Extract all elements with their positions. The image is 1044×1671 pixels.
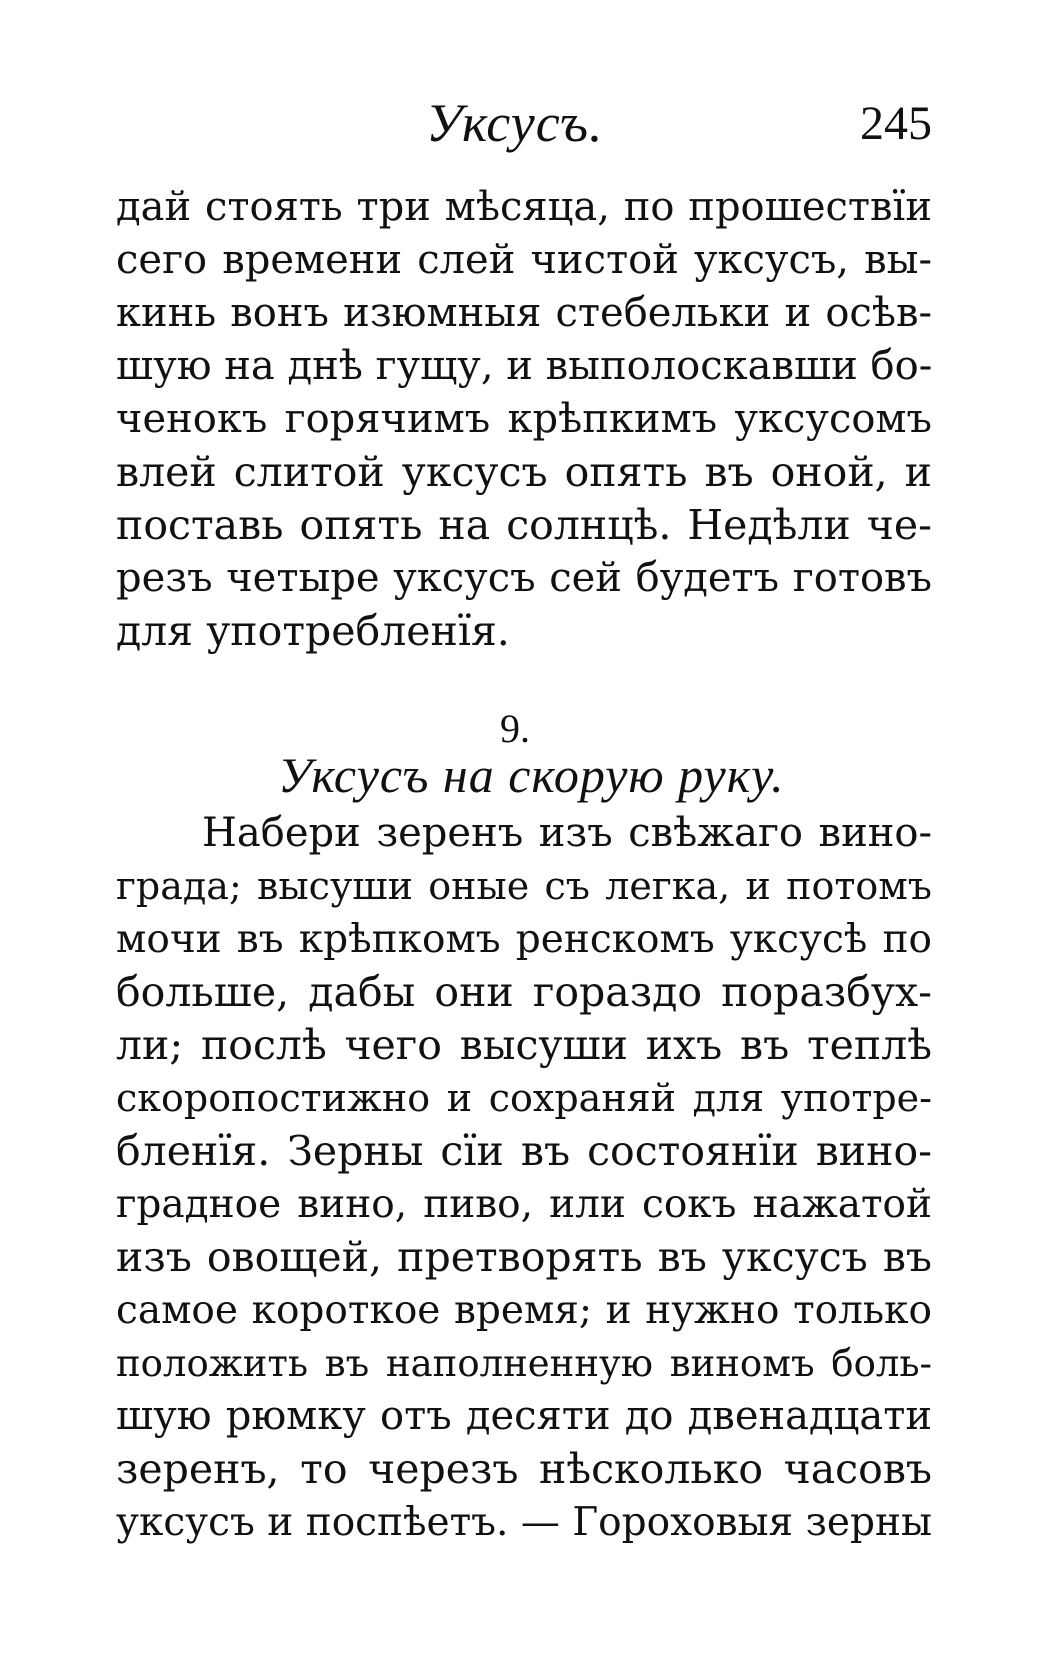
text-line: зеренъ, то черезъ нѣсколько часовъ xyxy=(116,1445,932,1493)
text-line: для употребленїя. xyxy=(116,607,510,655)
text-line: поставь опять на солнцѣ. Недѣли че- xyxy=(116,501,932,549)
text-line: положить въ наполненную виномъ боль- xyxy=(116,1342,932,1385)
text-line: резъ четыре уксусъ сей будетъ готовъ xyxy=(116,555,932,601)
text-line: кинь вонъ изюмныя стебельки и осѣв- xyxy=(116,290,932,336)
text-line: самое короткое время; и нужно только xyxy=(116,1288,932,1333)
text-line: Набери зеренъ изъ свѣжаго вино- xyxy=(202,810,932,856)
text-line: влей слитой уксусъ опять въ оной, и xyxy=(116,448,932,496)
text-line: ченокъ горячимъ крѣпкимъ уксусомъ xyxy=(116,396,932,442)
text-line: шую на днѣ гущу, и выполоскавши бо- xyxy=(116,343,933,389)
running-title: Уксусъ. xyxy=(426,93,604,153)
text-line: градное вино, пиво, или сокъ нажатой xyxy=(116,1182,932,1227)
text-line: скоропостижно и сохраняй для употре- xyxy=(116,1076,932,1120)
paragraph-1 xyxy=(116,181,932,658)
text-line: бленїя. Зерны сїи въ состоянїи вино- xyxy=(116,1127,932,1175)
text-line: ли; послѣ чего высуши ихъ въ теплѣ xyxy=(116,1021,932,1069)
text-line: сего времени слей чистой уксусъ, вы- xyxy=(116,237,932,283)
text-line: уксусъ и поспѣетъ. — Гороховыя зерны xyxy=(116,1500,932,1545)
text-line: дай стоять три мѣсяца, по прошествїи xyxy=(116,184,932,230)
text-line: мочи въ крѣпкомъ ренскомъ уксусѣ по xyxy=(116,917,932,962)
text-line: больше, дабы они гораздо поразбух- xyxy=(116,968,932,1016)
text-line: изъ овощей, претворять въ уксусъ въ xyxy=(116,1233,932,1281)
paragraph-2 xyxy=(116,807,932,1549)
section-title: Уксусъ на скорую руку. xyxy=(278,747,785,803)
text-line: шую рюмку отъ десяти до двенадцати xyxy=(116,1393,932,1439)
section-number: 9. xyxy=(500,706,530,751)
page-number: 245 xyxy=(860,97,932,150)
text-line: града; высуши оные съ легка, и потомъ xyxy=(116,864,932,908)
